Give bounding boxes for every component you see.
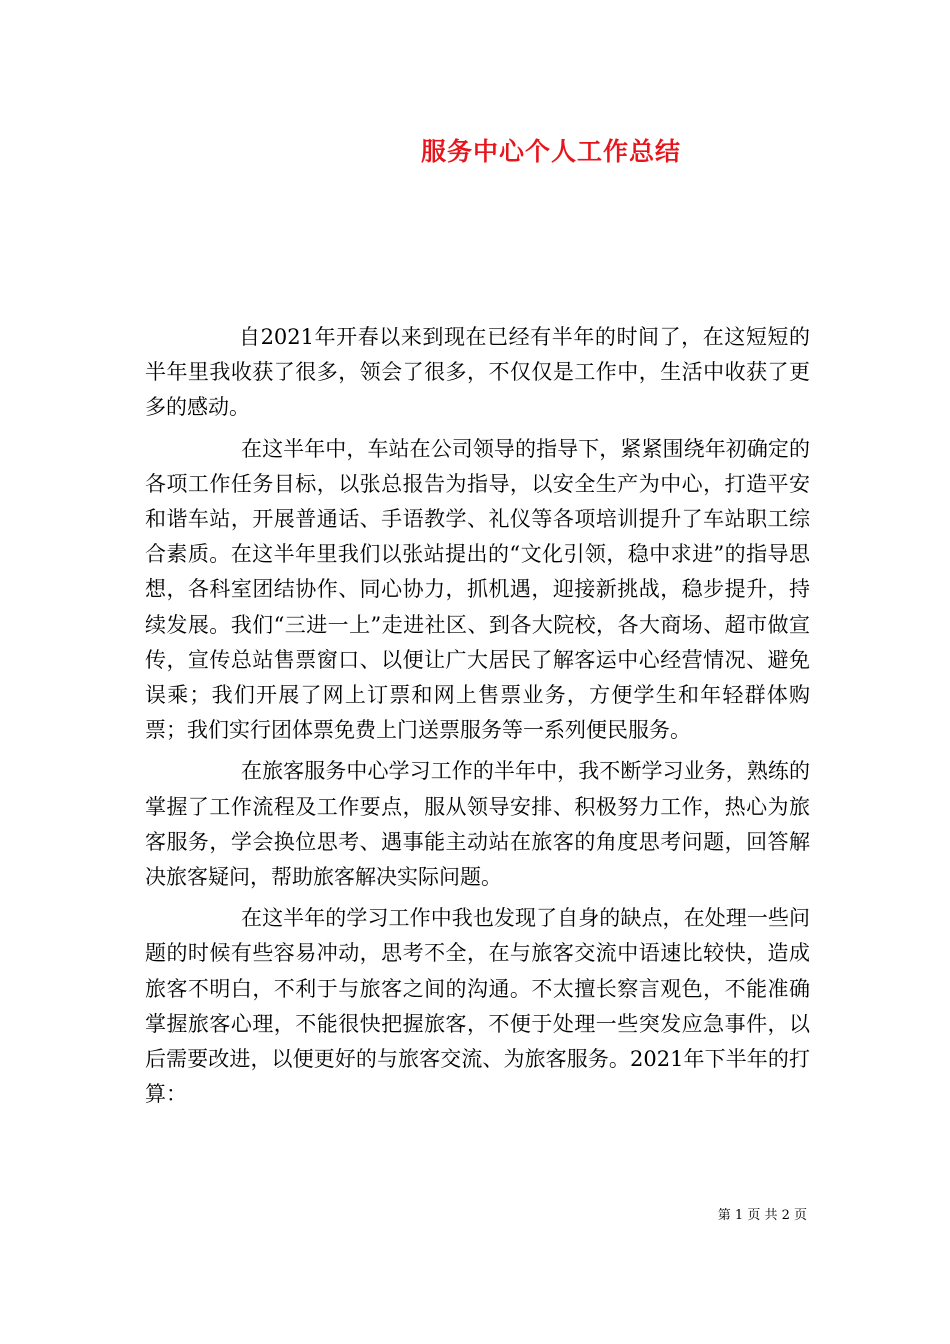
document-body	[145, 320, 810, 1112]
paragraph-shortcomings: 在这半年的学习工作中我也发现了自身的缺点，在处理一些问题的时候有些容易冲动，思考不全，在与旅客交流中语速比较快，造成旅客不明白，不利于与旅客之间的沟通。不太擅长察言观色，不能准确掌握旅客心理，不能很快把握旅客，不便于处理一些突发应急事件，以后需要改进，以便更好的与旅客交流、为旅客服务。2021年下半年的打算：	[145, 906, 810, 1107]
paragraph-station-work: 在这半年中，车站在公司领导的指导下，紧紧围绕年初确定的各项工作任务目标，以张总报告为指导，以安全生产为中心，打造平安和谐车站，开展普通话、手语教学、礼仪等各项培训提升了车站职工综合素质。在这半年里我们以张站提出的“文化引领，稳中求进”的指导思想，各科室团结协作、同心协力，抓机遇，迎接新挑战，稳步提升，持续发展。我们“三进一上”走进社区、到各大院校，各大商场、超市做宣传，宣传总站售票窗口、以便让广大居民了解客运中心经营情况、避免误乘；我们开展了网上订票和网上售票业务，方便学生和年轻群体购票；我们实行团体票免费上门送票服务等一系列便民服务。	[145, 436, 810, 743]
page-number-footer: 第 1 页 共 2 页	[717, 1208, 807, 1223]
document-title: 服务中心个人工作总结	[420, 137, 681, 166]
paragraph-personal-learning: 在旅客服务中心学习工作的半年中，我不断学习业务，熟练的掌握了工作流程及工作要点，服从领导安排、积极努力工作，热心为旅客服务，学会换位思考、遇事能主动站在旅客的角度思考问题，回答解决旅客疑问，帮助旅客解决实际问题。	[145, 759, 810, 890]
paragraph-intro: 自2021年开春以来到现在已经有半年的时间了，在这短短的半年里我收获了很多，领会了很多，不仅仅是工作中，生活中收获了更多的感动。	[145, 325, 810, 420]
